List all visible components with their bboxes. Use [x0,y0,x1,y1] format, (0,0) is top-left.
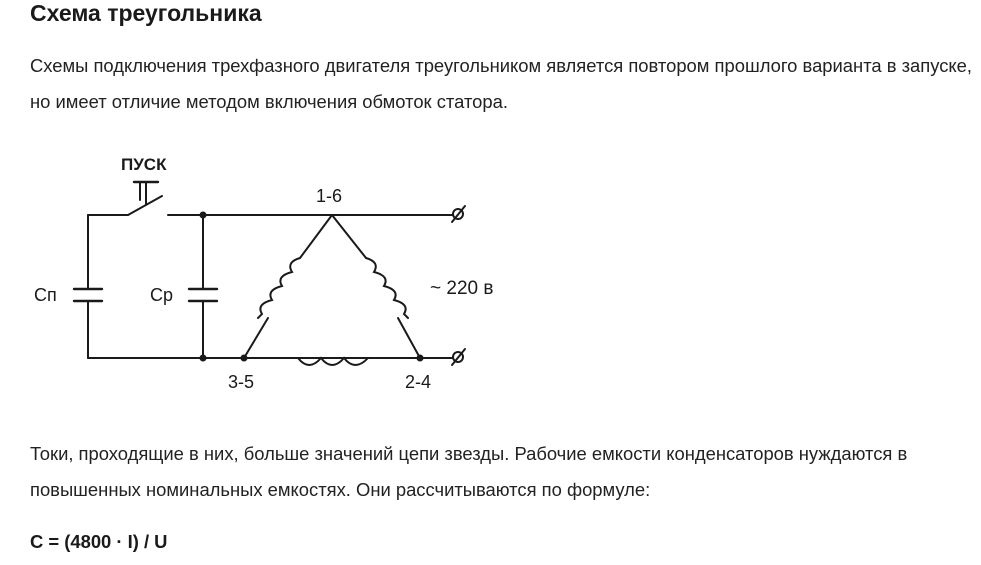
junction-dot-node-3-5 [241,355,248,362]
currents-paragraph: Токи, проходящие в них, больше значений цепи звезды. Рабочие емкости конденсаторов нуждаются в повышенных номинальных емкостях. Они рассчитываются по формуле: [30,443,908,500]
start-capacitor-label: Cп [34,285,57,305]
delta-right-upper-segment [332,215,366,258]
right-winding-coil [366,258,408,318]
junction-dot-top-run [200,212,207,219]
intro-paragraph: Схемы подключения трехфазного двигателя треугольником является повтором прошлого варианта в запуске, но имеет отличие методом включения обмоток статора. [30,55,973,112]
start-button-label: ПУСК [121,155,167,174]
junction-dot-node-2-4 [417,355,424,362]
left-winding-coil [258,258,300,318]
delta-right-lower-segment [398,318,420,358]
delta-left-lower-segment [244,318,268,358]
delta-left-upper-segment [300,215,332,258]
section-heading: Схема треугольника [30,0,262,26]
run-capacitor-label: Cр [150,285,174,305]
node-3-5-label: 3-5 [228,372,255,392]
delta-wiring-diagram [0,150,560,400]
node-2-4-label: 2-4 [405,372,432,392]
supply-voltage-label: ~ 220 в [430,278,494,299]
capacitance-formula: C = (4800 · I) / U [30,531,168,552]
node-1-6-label: 1-6 [316,186,343,206]
bottom-winding-coil [298,358,368,365]
junction-dot-bottom-run [200,355,207,362]
